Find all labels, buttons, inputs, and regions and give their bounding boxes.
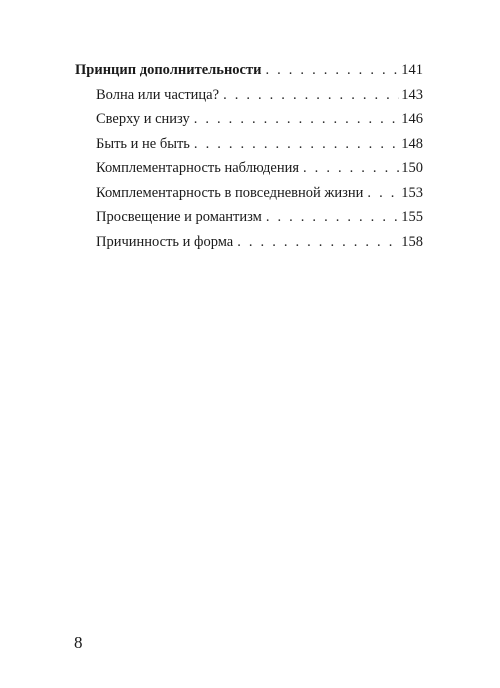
- toc-section-title: Причинность и форма: [96, 233, 234, 250]
- page-number: 8: [74, 633, 83, 652]
- toc-section-title: Волна или частица?: [96, 86, 220, 103]
- toc-section-entry: [75, 181, 423, 206]
- dot-leader: [265, 58, 399, 83]
- toc-section-entry: [75, 132, 423, 157]
- toc-section-entry: [75, 83, 423, 108]
- dot-leader: [223, 83, 399, 108]
- table-of-contents: [75, 58, 423, 254]
- dot-leader: [367, 181, 399, 206]
- toc-section-page: 146: [401, 111, 423, 127]
- toc-section-title: Комплементарность в повседневной жизни: [96, 184, 364, 201]
- dot-leader: [303, 156, 399, 181]
- toc-section-page: 143: [401, 86, 423, 103]
- toc-chapter-entry: [75, 58, 423, 83]
- toc-section-title: Комплементарность наблюдения: [96, 160, 300, 176]
- toc-section-title: Просвещение и романтизм: [96, 209, 262, 225]
- toc-section-title: Быть и не быть: [96, 135, 190, 152]
- toc-section-entry: [75, 156, 423, 181]
- toc-section-title: Сверху и снизу: [96, 111, 190, 127]
- toc-section-entry: [75, 205, 423, 230]
- toc-section-page: 150: [401, 160, 423, 176]
- toc-chapter-page: 141: [401, 62, 423, 78]
- toc-chapter-title: Принцип дополнительности: [75, 62, 262, 78]
- toc-section-entry: [75, 107, 423, 132]
- toc-section-page: 153: [401, 184, 423, 201]
- toc-section-entry: [75, 230, 423, 255]
- dot-leader: [194, 132, 399, 157]
- dot-leader: [237, 230, 399, 255]
- toc-section-page: 148: [401, 135, 423, 152]
- toc-section-page: 155: [401, 209, 423, 225]
- toc-section-page: 158: [401, 233, 423, 250]
- dot-leader: [266, 205, 399, 230]
- dot-leader: [194, 107, 400, 132]
